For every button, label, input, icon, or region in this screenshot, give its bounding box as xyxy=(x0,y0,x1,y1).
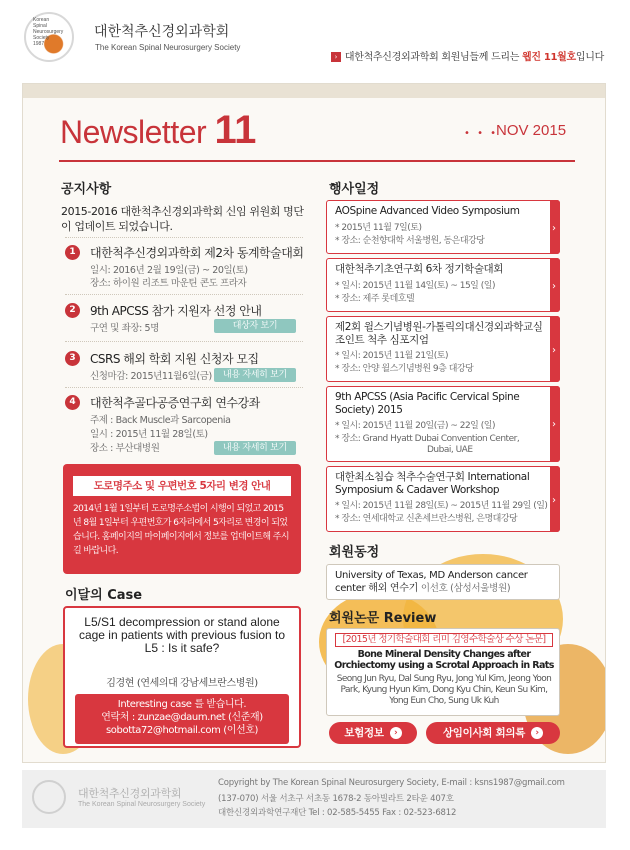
address-notice-title: 도로명주소 및 우편번호 5자리 변경 안내 xyxy=(73,476,291,496)
event-date: * 일시: 2015년 11월 20일(금) ~ 22일 (일) xyxy=(335,421,495,431)
event-place: * 장소: 순천향대학 서울병원, 동은대강당 xyxy=(335,236,485,246)
event-title: 대한최소침습 척추수술연구회 International Symposium & Cadaver Workshop xyxy=(335,471,530,496)
header xyxy=(0,0,630,78)
notice-topic: 주제 : Back Muscle과 Sarcopenia xyxy=(90,415,231,426)
case-contact-email[interactable]: sobotta72@hotmail.com (이선호) xyxy=(106,725,258,736)
event-place: * 장소: 연세대학교 신촌세브란스병원, 은명대강당 xyxy=(335,514,518,524)
notice-title: 대한척추신경외과학회 제2차 동계학술대회 xyxy=(90,246,304,260)
logo-text: Korean Spinal Neurosurgery Society 1987 xyxy=(33,17,64,47)
chevron-right-icon[interactable] xyxy=(550,258,560,312)
event-date: * 일시: 2015년 11월 14일(토) ~ 15일 (일) xyxy=(335,281,495,291)
chevron-right-icon[interactable] xyxy=(550,386,560,462)
board-minutes-button[interactable]: 상임이사회 회의록 › xyxy=(426,722,560,744)
address-notice-body: 2014년 1월 1일부터 도로명주소법이 시행이 되었고 2015년 8월 1일부터 우편번호가 6자리에서 5자리로 변경이 되었습니다. 홈페이지의 마이페이지에서 정보를 업데이트해 주시길 바랍니다. xyxy=(73,504,289,556)
chevron-right-icon[interactable] xyxy=(550,316,560,382)
footer-copyright: Copyright by The Korean Spinal Neurosurgery Society, E-mail : ksns1987@gmail.com xyxy=(218,778,565,788)
chevron-right-icon[interactable] xyxy=(550,466,560,532)
insurance-info-button[interactable]: 보험정보 › xyxy=(329,722,417,744)
address-change-notice[interactable] xyxy=(63,464,301,574)
event-date: * 일시: 2015년 11월 28일(토) ~ 2015년 11월 29일 (일) xyxy=(335,501,548,511)
divider xyxy=(65,294,303,295)
arrow-icon: › xyxy=(331,52,341,62)
number-badge: 2 xyxy=(65,303,80,318)
notice-place: 장소 : 부산대병원 xyxy=(90,443,160,454)
newsletter-panel xyxy=(22,83,606,763)
divider xyxy=(65,237,303,238)
member-news-author: 이선호 (삼성서울병원) xyxy=(420,583,511,594)
divider xyxy=(65,341,303,342)
case-title[interactable]: L5/S1 decompression or stand alone cage in patients with previous fusion to L5 : Is it safe? xyxy=(78,615,286,655)
notice-date: 일시: 2016년 2월 19일(금) ~ 20일(토) xyxy=(90,265,248,276)
footer-contact: 대한신경외과학연구재단 Tel : 02-585-5455 Fax : 02-523-6812 xyxy=(218,808,457,818)
chevron-right-icon: › xyxy=(531,727,543,739)
notice-detail: 구연 및 좌장: 5명 xyxy=(90,323,159,334)
event-title: AOSpine Advanced Video Symposium xyxy=(335,205,520,217)
event-title: 9th APCSS (Asia Pacific Cervical Spine Society) 2015 xyxy=(335,391,520,416)
member-news-box[interactable] xyxy=(326,564,560,600)
event-date: * 2015년 11월 7일(토) xyxy=(335,223,422,233)
case-request-line: Interesting case 를 받습니다. xyxy=(117,699,247,710)
number-badge: 4 xyxy=(65,395,80,410)
number-badge: 3 xyxy=(65,351,80,366)
review-award-tag: [2015년 정기학술대회 리미 김영수학술상 수상 논문] xyxy=(335,633,553,647)
event-place-cont: Dubai, UAE xyxy=(427,445,473,455)
event-place: * 장소: Grand Hyatt Dubai Convention Center, xyxy=(335,434,520,444)
event-joint-symposium[interactable] xyxy=(326,316,560,382)
case-contact-email[interactable]: 연락처 : zunzae@daum.net (신준재) xyxy=(101,712,263,723)
title-rule xyxy=(59,160,575,162)
member-news-heading: 회원동정 xyxy=(329,545,380,560)
event-place: * 장소: 제주 롯데호텔 xyxy=(335,294,415,304)
top-band xyxy=(23,84,605,98)
notice-title: 9th APCSS 참가 지원자 선정 안내 xyxy=(90,304,262,318)
view-details-button[interactable]: 내용 자세히 보기 xyxy=(214,441,296,455)
chevron-right-icon[interactable] xyxy=(550,200,560,254)
footer-logo xyxy=(32,780,66,814)
notice-item-winter-conference[interactable] xyxy=(65,244,305,288)
notice-date: 일시 : 2015년 11월 28일(토) xyxy=(90,429,208,440)
case-author: 김경현 (연세의대 강남세브란스병원) xyxy=(106,678,258,689)
review-title[interactable]: Bone Mineral Density Changes after Orchiectomy using a Scrotal Approach in Rats xyxy=(334,649,554,671)
event-title: 대한척추기초연구회 6차 정기학술대회 xyxy=(335,263,504,275)
member-review-box[interactable] xyxy=(326,628,560,716)
notice-title: 대한척추골다공증연구회 연수강좌 xyxy=(90,396,260,410)
event-basic-research[interactable] xyxy=(326,258,560,312)
society-logo[interactable] xyxy=(24,12,74,62)
view-selectees-button[interactable]: 대상자 보기 xyxy=(214,319,296,333)
footer-org-en: The Korean Spinal Neurosurgery Society xyxy=(78,801,206,808)
event-minimally-invasive[interactable] xyxy=(326,466,560,532)
footer-address: (137-070) 서울 서초구 서초동 1678-2 동아빌라트 2타운 407호 xyxy=(218,794,454,804)
event-apcss[interactable] xyxy=(326,386,560,462)
event-place: * 장소: 안양 윌스기념병원 9층 대강당 xyxy=(335,364,474,374)
chevron-right-icon: › xyxy=(390,727,402,739)
notice-deadline: 신청마감: 2015년11월6일(금) xyxy=(90,371,212,382)
notice-intro[interactable]: 2015-2016 대한척추신경외과학회 신임 위원회 명단이 업데이트 되었습니다. xyxy=(61,205,304,233)
footer xyxy=(22,770,606,828)
notices-heading: 공지사항 xyxy=(61,182,112,197)
org-name-ko: 대한척추신경외과학회 xyxy=(94,24,230,40)
view-details-button[interactable]: 내용 자세히 보기 xyxy=(214,368,296,382)
org-name-en: The Korean Spinal Neurosurgery Society xyxy=(95,43,241,52)
member-review-heading: 회원논문 Review xyxy=(329,611,437,626)
notice-place: 장소: 하이원 리조트 마운틴 콘도 프라자 xyxy=(90,278,247,289)
event-title: 제2회 윌스기념병원-가톨릭의대신경외과학교실 조인트 척추 심포지엄 xyxy=(335,321,543,346)
case-box[interactable] xyxy=(63,606,301,748)
notice-title: CSRS 해외 학회 지원 신청자 모집 xyxy=(90,352,259,366)
number-badge: 1 xyxy=(65,245,80,260)
dots-decoration: • • • xyxy=(464,128,499,139)
case-request xyxy=(75,694,289,744)
event-date: * 일시: 2015년 11월 21일(토) xyxy=(335,351,448,361)
review-authors: Seong Jun Ryu, Dal Sung Ryu, Jong Yul Kim, Jeong Yoon Park, Kyung Hyun Kim, Dong Kyu Chin, Keun Su Kim, Yong Eun Cho, Sung Uk Kuh xyxy=(336,674,552,706)
divider xyxy=(65,387,303,388)
newsletter-title: Newsletter 11 xyxy=(60,108,256,152)
footer-org-ko: 대한척추신경외과학회 xyxy=(78,787,182,800)
member-news-text[interactable]: University of Texas, MD Anderson cancer center 해외 연수기 이선호 (삼성서울병원) xyxy=(335,570,528,594)
event-aospine[interactable] xyxy=(326,200,560,254)
tagline: › 대한척추신경외과학회 회원님들께 드리는 웹진 11월호입니다 xyxy=(331,48,604,63)
events-heading: 행사일정 xyxy=(329,182,380,197)
case-heading: 이달의 Case xyxy=(65,588,143,603)
issue-date: NOV 2015 xyxy=(496,122,567,139)
